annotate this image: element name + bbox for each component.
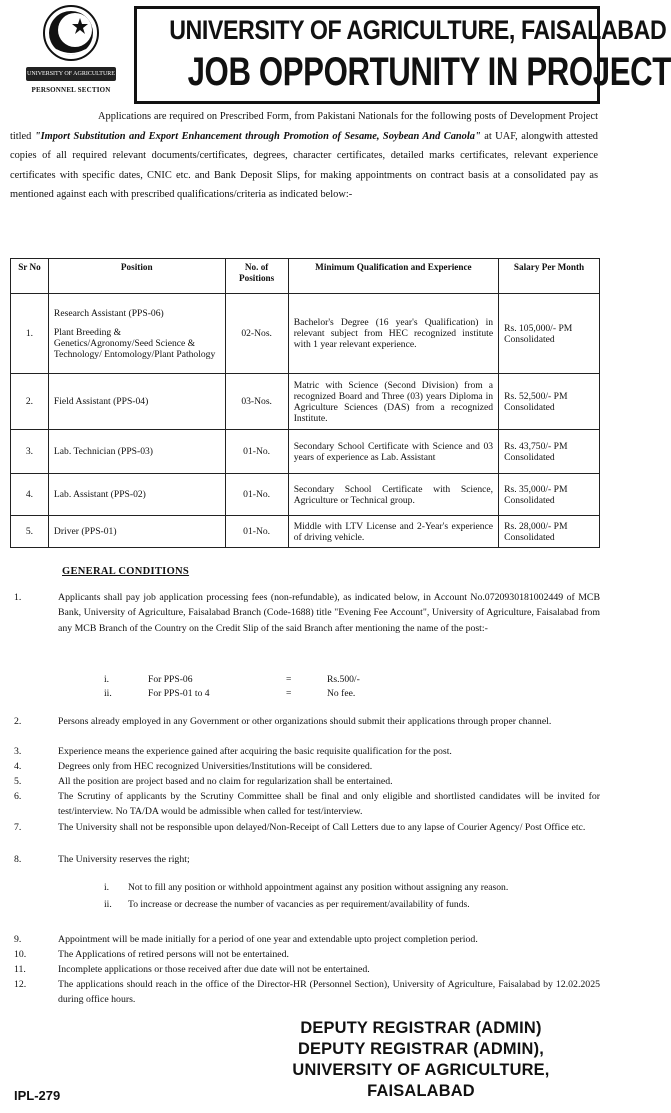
table-row [11,474,600,516]
row-position [48,374,225,430]
right-roman: ii. [104,899,112,910]
condition-number: 2. [14,716,22,727]
condition-text: Persons already employed in any Government or other organizations should submit their applications through proper channel. [58,716,552,727]
salary-note: Consolidated [504,333,555,345]
condition-text: The University reserves the right; [58,854,190,865]
row-salary [499,474,600,516]
signature-line: FAISALABAD [367,1082,475,1100]
condition-number: 12. [14,979,27,990]
row-qualification: Secondary School Certificate with Science and 03 years of experience as Lab. Assistant [288,430,498,474]
right-text: Not to fill any position or withhold appointment against any position without assigning any reason. [128,882,509,893]
fee-equals: = [286,688,292,699]
title-box [134,6,671,104]
intro-text: Applications are required on Prescribed Form, from Pakistani Nationals for the following posts of Development Project titled [10,111,598,142]
crescent-star-emblem-icon [42,4,100,62]
row-position [48,516,225,548]
condition-text: Appointment will be made initially for a period of one year and extendable upto project completion period. [58,934,478,945]
header-salary: Salary Per Month [499,259,600,294]
header-position: Position [48,259,225,294]
right-text: To increase or decrease the number of vacancies as per requirement/availability of funds. [128,899,470,910]
fee-amount: Rs.500/- [327,674,360,685]
salary-note: Consolidated [504,494,555,506]
position-title: Research Assistant (PPS-06) [53,307,164,319]
salary-note: Consolidated [504,401,555,413]
row-qualification: Bachelor's Degree (16 year's Qualification) in relevant subject from HEC recognized institute with 1 year relevant experience. [288,294,498,374]
salary-note: Consolidated [504,531,555,543]
salary-amount: Rs. 43,750/- PM [504,440,568,452]
header-qualification: Minimum Qualification and Experience [288,259,498,294]
condition-text: The University shall not be responsible upon delayed/Non-Receipt of Call Letters due to any lapse of Courier Agency/ Post Office etc. [58,822,586,833]
university-logo [12,4,130,100]
row-count: 02-Nos. [225,294,288,374]
row-sr: 4. [11,474,49,516]
intro-paragraph [10,107,598,205]
signature-line: DEPUTY REGISTRAR (ADMIN) [300,1019,542,1037]
signature-block [262,1018,580,1102]
position-title: Lab. Technician (PPS-03) [53,446,153,457]
row-salary [499,374,600,430]
condition-number: 3. [14,746,22,757]
row-qualification: Middle with LTV License and 2-Year's experience of driving vehicle. [288,516,498,548]
position-title: Lab. Assistant (PPS-02) [53,489,146,500]
project-title: "Import Substitution and Export Enhancement through Promotion of Sesame, Soybean And Canola" [34,130,481,142]
logo-banner: UNIVERSITY OF AGRICULTURE [26,67,116,81]
row-count: 01-No. [225,474,288,516]
row-count: 03-Nos. [225,374,288,430]
table-header-row [11,259,600,294]
row-qualification: Matric with Science (Second Division) from a recognized Board and Three (03) years Diploma in Agriculture Sciences (DAS) from a recognized Institute. [288,374,498,430]
condition-text: Experience means the experience gained after acquiring the basic requisite qualification for the post. [58,746,452,757]
row-sr: 1. [11,294,49,374]
fee-label: For PPS-06 [148,674,193,685]
row-sr: 3. [11,430,49,474]
row-sr: 5. [11,516,49,548]
fee-label: For PPS-01 to 4 [148,688,210,699]
row-count: 01-No. [225,516,288,548]
signature-line: UNIVERSITY OF AGRICULTURE, [292,1061,550,1079]
condition-text: The Applications of retired persons will not be entertained. [58,949,289,960]
fee-roman: i. [104,674,110,685]
row-sr: 2. [11,374,49,430]
condition-text: The applications should reach in the office of the Director-HR (Personnel Section), University of Agriculture, Faisalabad by 12.02.2025 during office hours. [58,979,600,1006]
salary-amount: Rs. 52,500/- PM [504,390,568,402]
condition-text: All the position are project based and no claim for regularization shall be entertained. [58,776,393,787]
signature-line: DEPUTY REGISTRAR (ADMIN), [297,1040,544,1058]
salary-note: Consolidated [504,451,555,463]
university-title: UNIVERSITY OF AGRICULTURE, FAISALABAD [169,15,667,45]
condition-number: 9. [14,934,22,945]
condition-number: 4. [14,761,22,772]
page-title: JOB OPPORTUNITY IN PROJECT [187,50,671,94]
table-row [11,374,600,430]
row-qualification: Secondary School Certificate with Science, Agriculture or Technical group. [288,474,498,516]
table-row [11,294,600,374]
row-position [48,430,225,474]
condition-text: Applicants shall pay job application processing fees (non-refundable), as indicated below, in Account No.0720930181002449 of MCB Bank, University of Agriculture, Faisalabad Branch (Code-1688) title "Evening Fee Account", University of Agriculture, Faisalabad from any MCB Branch of the Country on the Credit Slip of the said Branch after mentioning the name of the post:- [58,592,600,634]
row-salary [499,294,600,374]
header [6,2,671,102]
row-position [48,474,225,516]
position-detail: Plant Breeding & Genetics/Agronomy/Seed Science & Technology/ Entomology/Plant Pathology [53,326,216,360]
table-row [11,516,600,548]
condition-number: 10. [14,949,27,960]
row-position [48,294,225,374]
condition-number: 7. [14,822,22,833]
salary-amount: Rs. 35,000/- PM [504,483,568,495]
condition-text: Degrees only from HEC recognized Universities/Institutions will be considered. [58,761,373,772]
position-title: Field Assistant (PPS-04) [53,396,149,407]
condition-number: 5. [14,776,22,787]
condition-number: 1. [14,592,22,603]
condition-text: The Scrutiny of applicants by the Scrutiny Committee shall be final and only eligible and shortlisted candidates will be invited for test/interview. No TA/DA would be admissible when called for test/interview. [58,791,600,818]
row-count: 01-No. [225,430,288,474]
condition-number: 8. [14,854,22,865]
intro-text-continued: at UAF, alongwith attested copies of all required relevant documents/certificates, degrees, character certificates, detailed marks certificates, relevant experience certificates with specific dates, CNIC etc. and Bank Deposit Slips, for making appointments on contract basis at a consolidated pay as mentioned against each with prescribed qualifications/criteria as indicated below:- [10,130,598,200]
header-positions-count: No. of Positions [225,259,288,294]
fee-equals: = [286,674,292,685]
row-salary [499,430,600,474]
salary-amount: Rs. 105,000/- PM [504,322,573,334]
position-title: Driver (PPS-01) [53,526,117,537]
condition-number: 6. [14,791,22,802]
logo-caption: PERSONNEL SECTION [31,86,111,94]
positions-table [10,258,600,548]
right-roman: i. [104,882,110,893]
general-conditions-heading: GENERAL CONDITIONS [62,566,190,577]
header-sr: Sr No [11,259,49,294]
condition-text: Incomplete applications or those received after due date will not be entertained. [58,964,370,975]
fee-roman: ii. [104,688,112,699]
condition-number: 11. [14,964,26,975]
reference-number: IPL-279 [14,1088,61,1103]
fee-amount: No fee. [327,688,356,699]
salary-amount: Rs. 28,000/- PM [504,520,568,532]
table-row [11,430,600,474]
row-salary [499,516,600,548]
